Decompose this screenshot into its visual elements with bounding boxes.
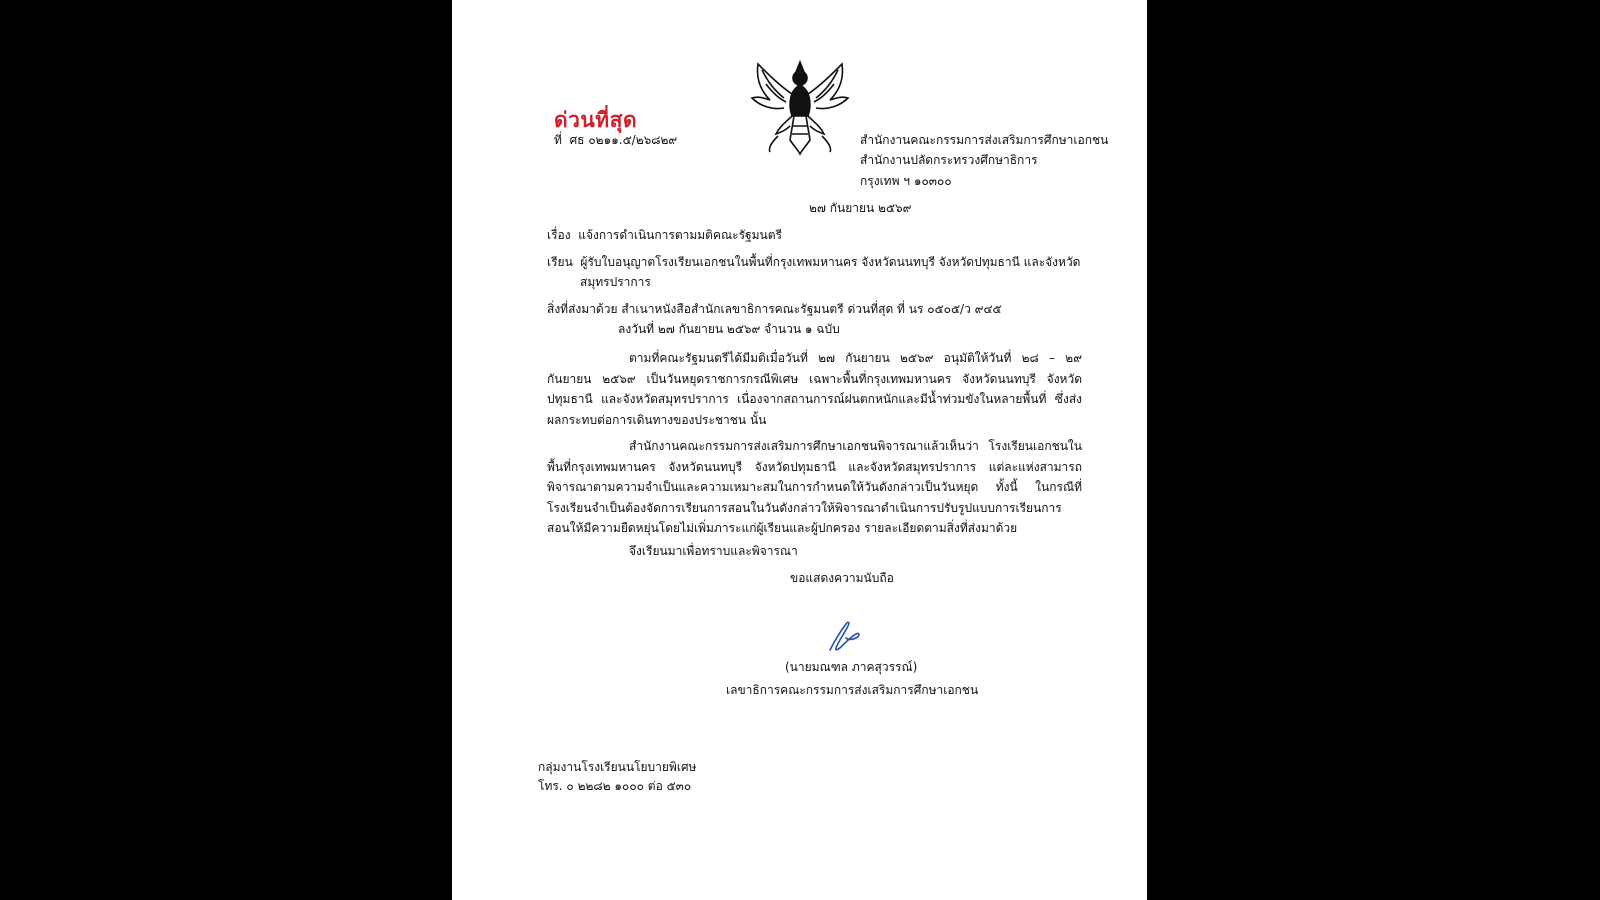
- addressee-text-2: สมุทรปราการ: [580, 275, 651, 289]
- urgency-stamp: ด่วนที่สุด: [554, 108, 638, 132]
- signer-name: (นายมณฑล ภาคสุวรรณ์): [785, 660, 918, 674]
- sender-line-1: สำนักงานคณะกรรมการส่งเสริมการศึกษาเอกชน: [860, 133, 1109, 147]
- addressee-label: เรียน: [547, 255, 573, 269]
- reference-prefix: ที่: [554, 133, 562, 147]
- signature-icon: [824, 616, 864, 656]
- sender-line-3: กรุงเทพ ฯ ๑๐๓๐๐: [860, 174, 952, 188]
- signer-title: เลขาธิการคณะกรรมการส่งเสริมการศึกษาเอกชน: [726, 683, 979, 697]
- enclosure-text-2: ลงวันที่ ๒๗ กันยายน ๒๕๖๙ จำนวน ๑ ฉบับ: [618, 322, 840, 336]
- subject-label: เรื่อง: [547, 228, 571, 242]
- body-paragraph-2: สำนักงานคณะกรรมการส่งเสริมการศึกษาเอกชนพิจารณาแล้วเห็นว่า โรงเรียนเอกชนในพื้นที่กรุงเทพมหานคร จังหวัดนนทบุรี จังหวัดปทุมธานี และจังหวัดสมุทรปราการ แต่ละแห่งสามารถพิจารณาตามความจำเป็นและความเหมาะสมในการกำหนดให้วันดังกล่าวเป็นวันหยุด ทั้งนี้ ในกรณีที่โรงเรียนจำเป็นต้องจัดการเรียนการสอนในวันดังกล่าวให้พิจารณาดำเนินการปรับรูปแบบการเรียนการสอนให้มีความยืดหยุ่นโดยไม่เพิ่มภาระแก่ผู้เรียนและผู้ปกครอง รายละเอียดตามสิ่งที่ส่งมาด้วย: [547, 439, 1082, 535]
- addressee-text-1: ผู้รับใบอนุญาตโรงเรียนเอกชนในพื้นที่กรุงเทพมหานคร จังหวัดนนทบุรี จังหวัดปทุมธานี และจังหวัด: [580, 255, 1081, 269]
- subject-line: [547, 227, 782, 243]
- enclosure-text-1: สำเนาหนังสือสำนักเลขาธิการคณะรัฐมนตรี ด่วนที่สุด ที่ นร ๐๕๐๕/ว ๙๔๕: [621, 302, 1002, 316]
- subject-text: แจ้งการดำเนินการตามมติคณะรัฐมนตรี: [578, 228, 782, 242]
- reference-line: [554, 132, 677, 148]
- garuda-emblem-icon: [750, 60, 850, 156]
- body-paragraph-3: จึงเรียนมาเพื่อทราบและพิจารณา: [629, 544, 798, 558]
- reference-number: ศธ ๐๒๑๑.๕/๒๖๘๒๙: [569, 133, 678, 147]
- enclosure-line: [547, 301, 1002, 317]
- addressee-line: [547, 254, 1080, 270]
- sender-line-2: สำนักงานปลัดกระทรวงศึกษาธิการ: [860, 153, 1038, 167]
- document-date: ๒๗ กันยายน ๒๕๖๙: [809, 201, 912, 215]
- document-page: [452, 0, 1147, 900]
- closing-text: ขอแสดงความนับถือ: [790, 571, 894, 585]
- body-paragraph-1: ตามที่คณะรัฐมนตรีได้มีมติเมื่อวันที่ ๒๗ กันยายน ๒๕๖๙ อนุมัติให้วันที่ ๒๘ – ๒๙ กันยายน ๒๕๖๙ เป็นวันหยุดราชการกรณีพิเศษ เฉพาะพื้นที่กรุงเทพมหานคร จังหวัดนนทบุรี จังหวัดปทุมธานี และจังหวัดสมุทรปราการ เนื่องจากสถานการณ์ฝนตกหนักและมีน้ำท่วมขังในหลายพื้นที่ ซึ่งส่งผลกระทบต่อการเดินทางของประชาชน นั้น: [547, 351, 1082, 427]
- enclosure-label: สิ่งที่ส่งมาด้วย: [547, 302, 618, 316]
- footer-telephone: โทร. ๐ ๒๒๘๒ ๑๐๐๐ ต่อ ๕๓๐: [538, 779, 692, 793]
- footer-department: กลุ่มงานโรงเรียนนโยบายพิเศษ: [538, 760, 697, 774]
